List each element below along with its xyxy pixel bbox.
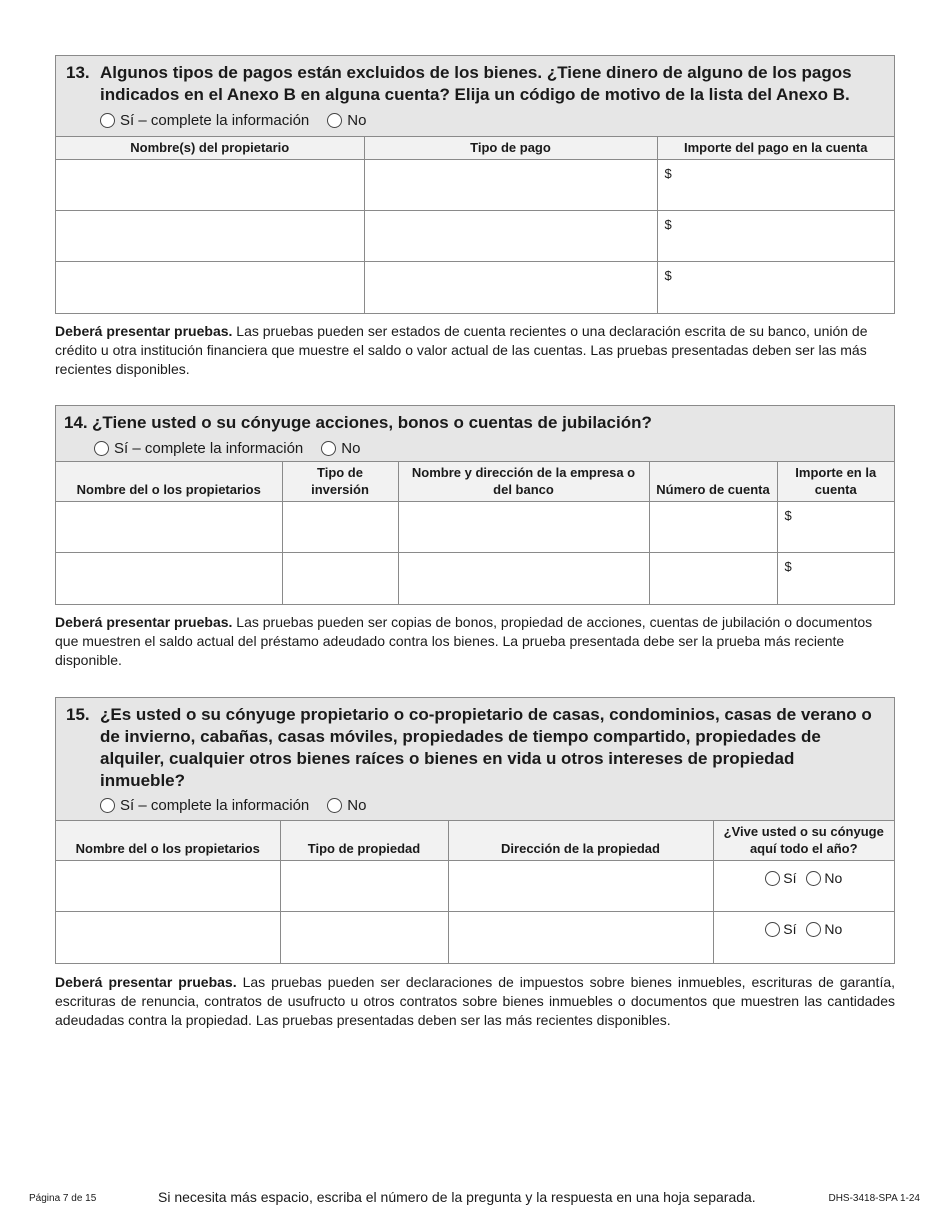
column-header: Tipo de inversión xyxy=(282,462,398,502)
question-14 xyxy=(64,412,884,434)
column-header: Tipo de propiedad xyxy=(280,821,448,861)
q15-answer xyxy=(100,794,884,816)
owner-name-cell[interactable] xyxy=(56,912,280,963)
lives-here-cell xyxy=(713,912,894,963)
proof-text: Las pruebas pueden ser copias de bonos, propiedad de acciones, cuentas de jubilación o documentos que muestren el saldo actual del préstamo adeudado contra los bienes. La prueba presentada debe ser la prueba más reciente disponible. xyxy=(55,614,873,668)
q15-table xyxy=(56,820,894,963)
owner-name-cell[interactable] xyxy=(56,553,282,604)
section-14 xyxy=(55,405,895,605)
payment-amount-cell[interactable] xyxy=(657,160,894,211)
q14-table xyxy=(56,461,894,604)
q14-answer xyxy=(94,437,884,459)
q13-answer xyxy=(100,109,884,131)
section-14-header xyxy=(56,406,894,461)
q15-no-option[interactable]: No xyxy=(327,797,366,814)
table-row xyxy=(56,912,894,963)
payment-type-cell[interactable] xyxy=(364,262,657,313)
table-row xyxy=(56,502,894,553)
section-13 xyxy=(55,55,895,314)
question-text: ¿Es usted o su cónyuge propietario o co-propietario de casas, condominios, casas de verano o de invierno, cabañas, casas móviles, propiedades de tiempo compartido, propiedades de alquiler, cualquier otros bienes raíces o bienes en vida u otros intereses de propiedad inmueble? xyxy=(100,705,872,790)
table-row xyxy=(56,553,894,604)
question-number: 15. xyxy=(66,705,90,724)
proof-label: Deberá presentar pruebas. xyxy=(55,614,233,630)
column-header: Nombre del o los propietarios xyxy=(56,821,280,861)
q15-proof-note xyxy=(55,973,895,1030)
owner-name-cell[interactable] xyxy=(56,861,280,912)
q14-yes-option[interactable]: Sí – complete la información xyxy=(94,440,303,457)
proof-text: Las pruebas pueden ser estados de cuenta recientes o una declaración escrita de su banco, unión de crédito u otra institución financiera que muestre el saldo o valor actual de las cuentas. Las pruebas presentadas deben ser las más recientes disponibles. xyxy=(55,323,868,377)
column-header: Tipo de pago xyxy=(364,137,657,160)
payment-type-cell[interactable] xyxy=(364,160,657,211)
section-15-header xyxy=(56,698,894,820)
owner-name-cell[interactable] xyxy=(56,211,364,262)
owner-name-cell[interactable] xyxy=(56,262,364,313)
owner-name-cell[interactable] xyxy=(56,502,282,553)
investment-type-cell[interactable] xyxy=(282,502,398,553)
property-type-cell[interactable] xyxy=(280,861,448,912)
account-amount-cell[interactable] xyxy=(777,553,894,604)
column-header: ¿Vive usted o su cónyuge aquí todo el año? xyxy=(713,821,894,861)
q13-yes-option[interactable]: Sí – complete la información xyxy=(100,112,309,129)
proof-label: Deberá presentar pruebas. xyxy=(55,323,233,339)
question-number: 14. xyxy=(64,413,88,432)
currency-symbol: $ xyxy=(664,268,672,283)
q14-proof-note xyxy=(55,613,895,670)
lives-here-yes-option[interactable]: Sí xyxy=(765,870,796,886)
proof-label: Deberá presentar pruebas. xyxy=(55,974,237,990)
section-15 xyxy=(55,697,895,964)
payment-amount-cell[interactable] xyxy=(657,262,894,313)
lives-here-cell xyxy=(713,861,894,912)
column-header: Número de cuenta xyxy=(649,462,777,502)
account-number-cell[interactable] xyxy=(649,502,777,553)
q13-proof-note xyxy=(55,322,895,379)
table-row xyxy=(56,262,894,313)
column-header: Nombre del o los propietarios xyxy=(56,462,282,502)
radio-icon[interactable] xyxy=(94,441,109,456)
currency-symbol: $ xyxy=(664,217,672,232)
proof-text: Las pruebas pueden ser declaraciones de impuestos sobre bienes inmuebles, escrituras de garantía, escrituras de renuncia, contratos de usufructo u otros contratos sobre bienes inmuebles o documentos que muestren las cantidades adeudadas contra la propiedad. Las pruebas presentadas deben ser las más recientes disponibles. xyxy=(55,974,896,1028)
q13-no-option[interactable]: No xyxy=(327,112,366,129)
company-address-cell[interactable] xyxy=(398,553,649,604)
question-number: 13. xyxy=(66,63,90,82)
column-header: Dirección de la propiedad xyxy=(448,821,713,861)
question-15 xyxy=(66,704,884,792)
payment-type-cell[interactable] xyxy=(364,211,657,262)
account-number-cell[interactable] xyxy=(649,553,777,604)
section-13-header xyxy=(56,56,894,136)
lives-here-no-option[interactable]: No xyxy=(806,921,842,937)
page-number: Página 7 de 15 xyxy=(29,1193,97,1204)
radio-icon[interactable] xyxy=(327,798,342,813)
table-row xyxy=(56,160,894,211)
lives-here-yes-option[interactable]: Sí xyxy=(765,921,796,937)
property-address-cell[interactable] xyxy=(448,861,713,912)
radio-icon[interactable] xyxy=(806,922,821,937)
company-address-cell[interactable] xyxy=(398,502,649,553)
column-header: Importe del pago en la cuenta xyxy=(657,137,894,160)
table-row xyxy=(56,861,894,912)
property-type-cell[interactable] xyxy=(280,912,448,963)
column-header: Importe en la cuenta xyxy=(777,462,894,502)
account-amount-cell[interactable] xyxy=(777,502,894,553)
currency-symbol: $ xyxy=(664,166,672,181)
question-text: ¿Tiene usted o su cónyuge acciones, bonos o cuentas de jubilación? xyxy=(92,413,652,432)
property-address-cell[interactable] xyxy=(448,912,713,963)
question-text: Algunos tipos de pagos están excluidos de los bienes. ¿Tiene dinero de alguno de los pagos indicados en el Anexo B en alguna cuenta? Elija un código de motivo de la lista del Anexo B. xyxy=(100,63,852,104)
radio-icon[interactable] xyxy=(100,798,115,813)
radio-icon[interactable] xyxy=(765,922,780,937)
question-13 xyxy=(66,62,884,106)
table-row xyxy=(56,211,894,262)
radio-icon[interactable] xyxy=(327,113,342,128)
radio-icon[interactable] xyxy=(321,441,336,456)
footer-note: Si necesita más espacio, escriba el número de la pregunta y la respuesta en una hoja separada. xyxy=(158,1189,756,1205)
radio-icon[interactable] xyxy=(100,113,115,128)
radio-icon[interactable] xyxy=(806,871,821,886)
q14-no-option[interactable]: No xyxy=(321,440,360,457)
owner-name-cell[interactable] xyxy=(56,160,364,211)
currency-symbol: $ xyxy=(784,508,792,523)
form-code: DHS-3418-SPA 1-24 xyxy=(828,1193,920,1204)
q15-yes-option[interactable]: Sí – complete la información xyxy=(100,797,309,814)
investment-type-cell[interactable] xyxy=(282,553,398,604)
q13-table xyxy=(56,136,894,313)
currency-symbol: $ xyxy=(784,559,792,574)
radio-icon[interactable] xyxy=(765,871,780,886)
payment-amount-cell[interactable] xyxy=(657,211,894,262)
column-header: Nombre(s) del propietario xyxy=(56,137,364,160)
column-header: Nombre y dirección de la empresa o del banco xyxy=(398,462,649,502)
lives-here-no-option[interactable]: No xyxy=(806,870,842,886)
